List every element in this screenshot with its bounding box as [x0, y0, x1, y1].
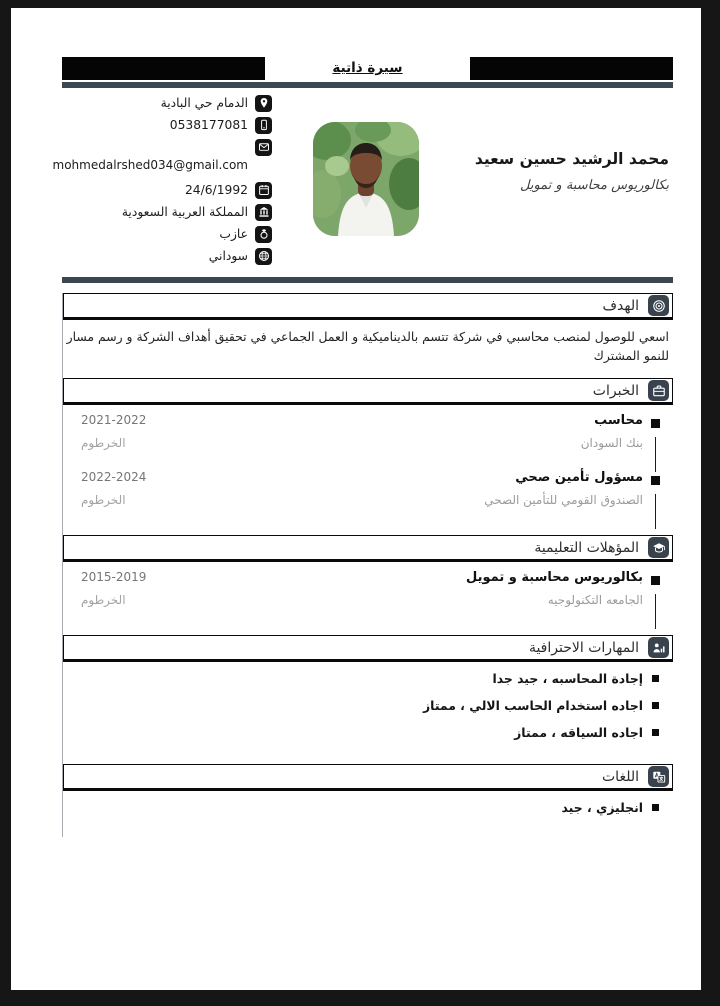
list-bullet: [652, 804, 659, 811]
doc-title: سيرة ذاتية: [332, 60, 403, 76]
entry-location: الخرطوم: [81, 593, 126, 608]
skill-text: اجاده استخدام الحاسب الالي ، ممتاز: [423, 698, 643, 714]
contact-location: الدمام حي البادية: [160, 96, 248, 110]
skill-text: إجادة المحاسبه ، جيد جدا: [492, 671, 643, 687]
entry-role: مسؤول تأمين صحي: [515, 470, 643, 486]
contact-divider: [62, 277, 673, 283]
skills-list: [63, 662, 673, 762]
section-languages: [63, 764, 673, 837]
contact-country-row: [63, 201, 272, 223]
contact-phone: 0538177081: [169, 118, 248, 132]
person-name: محمد الرشيد حسين سعيد: [474, 150, 669, 168]
entry-dates: 2022-2024: [81, 470, 147, 485]
section-experience-header: [63, 378, 673, 405]
entry-bullet: [651, 476, 660, 485]
entry-degree: بكالوريوس محاسبة و تمويل: [466, 570, 643, 586]
ring-icon: [255, 226, 272, 243]
skill-item: [63, 725, 673, 740]
calendar-icon: [255, 182, 272, 199]
person-degree: بكالوريوس محاسبة و تمويل: [519, 178, 669, 193]
languages-list: [63, 791, 673, 837]
contact-nationality-row: [63, 245, 272, 267]
contact-email: mohmedalrshed034@gmail.com: [52, 158, 248, 172]
email-icon: [255, 139, 272, 156]
briefcase-icon: [648, 380, 669, 401]
skills-icon: [648, 637, 669, 658]
entry-dates: 2015-2019: [81, 570, 147, 585]
contact-list: [52, 92, 272, 267]
entry-org: الصندوق القومي للتأمين الصحي: [484, 493, 643, 508]
name-block: [475, 150, 669, 193]
entry-side: [63, 413, 193, 450]
cv-sections: [62, 293, 673, 837]
experience-entry: [63, 411, 673, 458]
section-education-header: [63, 535, 673, 562]
experience-entry: [63, 468, 673, 515]
profile-photo: [313, 122, 419, 236]
translate-icon: [648, 766, 669, 787]
objective-text: اسعي للوصول لمنصب محاسبي في شركة تتسم بالديناميكية و العمل الجماعي في تحقيق أهداف الشركة و رسم مسار للنمو المشترك: [66, 329, 669, 363]
section-experience: [63, 378, 673, 533]
entry-role: محاسب: [594, 413, 643, 429]
contact-email-text-row: [52, 158, 272, 179]
skill-text: اجاده السياقه ، ممتاز: [514, 725, 643, 741]
profile-area: [52, 92, 673, 275]
section-education: [63, 535, 673, 633]
entry-main: [581, 413, 643, 450]
bank-icon: [255, 204, 272, 221]
entry-bullet: [651, 576, 660, 585]
contact-email-row: [63, 136, 272, 158]
section-objective: [63, 293, 673, 376]
contact-marital-row: [63, 223, 272, 245]
profile-photo-illustration: [313, 122, 419, 236]
entry-org: الجامعه التكنولوجيه: [547, 593, 643, 608]
globe-icon: [255, 248, 272, 265]
section-skills-header: [63, 635, 673, 662]
entry-org: بنك السودان: [580, 436, 643, 451]
entry-dates: 2021-2022: [81, 413, 147, 428]
section-education-title: المؤهلات التعليمية: [534, 539, 639, 556]
entry-bullet: [651, 419, 660, 428]
contact-nationality: سوداني: [208, 249, 248, 263]
header-black-bar-right: [470, 57, 673, 80]
language-text: انجليزي ، جيد: [561, 800, 643, 816]
section-languages-title: اللغات: [602, 768, 639, 785]
list-bullet: [652, 702, 659, 709]
contact-location-row: [63, 92, 272, 114]
contact-marital-status: عازب: [219, 227, 248, 241]
entry-location: الخرطوم: [81, 493, 126, 508]
entry-location: الخرطوم: [81, 436, 126, 451]
skill-item: [63, 698, 673, 713]
section-skills-title: المهارات الاحترافية: [528, 639, 639, 656]
phone-icon: [255, 117, 272, 134]
header-black-bar-left: [62, 57, 265, 80]
entry-main: [484, 470, 643, 507]
entry-side: [63, 470, 193, 507]
contact-phone-row: [63, 114, 272, 136]
list-bullet: [652, 675, 659, 682]
graduation-cap-icon: [648, 537, 669, 558]
location-icon: [255, 95, 272, 112]
contact-birthdate-row: [63, 179, 272, 201]
contact-country: المملكة العربية السعودية: [121, 205, 248, 219]
section-objective-header: [63, 293, 673, 320]
header-divider: [62, 82, 673, 88]
entry-main: [466, 570, 643, 607]
skill-item: [63, 671, 673, 686]
doc-header: [62, 56, 673, 80]
contact-birthdate: 24/6/1992: [184, 183, 248, 197]
target-icon: [648, 295, 669, 316]
section-languages-header: [63, 764, 673, 791]
language-item: [63, 800, 673, 815]
section-skills: [63, 635, 673, 762]
experience-entries: [63, 405, 673, 533]
education-entries: [63, 562, 673, 633]
list-bullet: [652, 729, 659, 736]
section-experience-title: الخبرات: [592, 382, 639, 399]
section-objective-title: الهدف: [602, 297, 639, 314]
education-entry: [63, 568, 673, 615]
cv-page: [11, 8, 701, 990]
entry-side: [63, 570, 193, 607]
